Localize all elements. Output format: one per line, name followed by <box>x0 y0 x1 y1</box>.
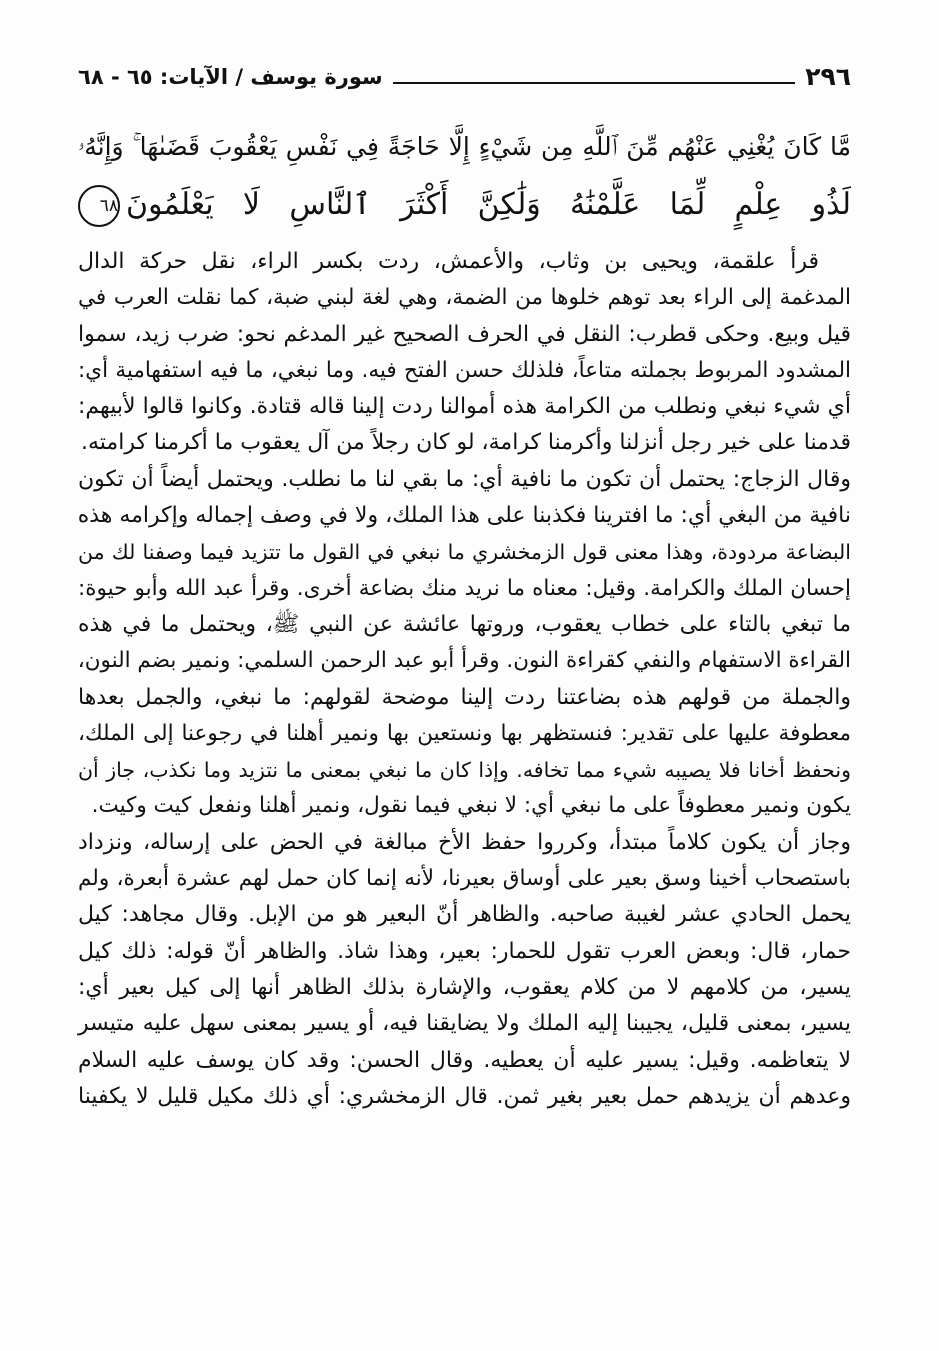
text-line: وعدهم أن يزيدهم حمل بعير بغير ثمن. قال الزمخشري: أي ذلك مكيل قليل لا يكفينا <box>78 1083 851 1109</box>
text-line: ونحفظ أخانا فلا يصيبه شيء مما تخافه. وإذا كان ما نبغي بمعنى ما نتزيد وما نكذب، جاز أن <box>78 758 851 783</box>
text-line: باستصحاب أخينا وسق بعير على أوساق بعيرنا، لأنه إنما كان حمل لهم عشرة أبعرة، ولم <box>78 866 851 892</box>
text-line: لا يتعاظمه. وقيل: يسير عليه أن يعطيه. وقال الحسن: وقد كان يوسف عليه السلام <box>78 1047 851 1073</box>
page-header <box>78 60 851 92</box>
text-line: يكون ونمير معطوفاً على ما نبغي أي: لا نبغي فيما نقول، ونمير أهلنا ونفعل كيت وكيت. <box>91 793 851 819</box>
text-line: المشدود المربوط بجملته متاعاً، فلذلك حسن الفتح فيه. وما نبغي، ما فيه استفهامية أي: <box>78 357 851 383</box>
page-number: ٢٩٦ <box>805 62 851 91</box>
text-line: القراءة الاستفهام والنفي كقراءة النون. وقرأ أبو عبد الرحمن السلمي: ونمير بضم النون، <box>77 648 851 674</box>
text-line: والجملة من قولهم هذه بضاعتنا ردت إلينا موضحة لقولهم: ما نبغي، والجمل بعدها <box>78 684 851 710</box>
quran-line-2-text: لَذُو عِلْمٍ لِّمَا عَلَّمْنَٰهُ وَلَٰكِنَّ أَكْثَرَ ٱلنَّاسِ لَا يَعْلَمُونَ <box>126 187 851 222</box>
quran-line-2 <box>78 176 851 234</box>
text-line: يسير، بمعنى قليل، يجيبنا إليه الملك ولا يضايقنا فيه، أو يسير بمعنى سهل عليه متيسر <box>78 1011 851 1037</box>
commentary-text <box>78 244 851 1115</box>
text-line: وقال الزجاج: يحتمل أن تكون ما نافية أي: ما بقي لنا ما نطلب. ويحتمل أيضاً أن تكون <box>78 466 851 492</box>
quran-line-1: مَّا كَانَ يُغْنِي عَنْهُم مِّنَ ٱللَّهِ مِن شَيْءٍ إِلَّا حَاجَةً فِي نَفْسِ يَعْقُوبَ قَضَىٰهَا ۚ وَإِنَّهُۥ <box>78 132 851 161</box>
text-line: أي شيء نبغي ونطلب من الكرامة هذه أموالنا ردت إلينا قاله قتادة. وكانوا قالوا لأبيهم: <box>78 394 851 420</box>
text-line: وجاز أن يكون كلاماً مبتدأ، وكرروا حفظ الأخ مبالغة في الحض على إرساله، ونزداد <box>78 829 851 855</box>
text-line: ما تبغي بالتاء على خطاب يعقوب، وروتها عائشة عن النبي ﷺ، ويحتمل ما في هذه <box>78 611 851 637</box>
text-line: قيل وبيع. وحكى قطرب: النقل في الحرف الصحيح غير المدغم نحو: ضرب زيد، سموا <box>78 321 851 347</box>
text-line: نافية من البغي أي: ما افترينا فكذبنا على هذا الملك، ولا في وصف إجماله وإكرامه هذه <box>77 503 851 529</box>
text-line: المدغمة إلى الراء بعد توهم خلوها من الضمة، وهي لغة لبني ضبة، كما نقلت العرب في <box>78 285 851 311</box>
quran-verse <box>78 118 851 234</box>
surah-title: سورة يوسف / الآيات: ٦٥ - ٦٨ <box>78 65 383 89</box>
header-rule <box>393 82 796 84</box>
text-line: إحسان الملك والكرامة. وقيل: معناه ما نريد منك بضاعة أخرى. وقرأ عبد الله وأبو حيوة: <box>78 575 851 601</box>
text-line: معطوفة عليها على تقدير: فنستظهر بها ونستعين بها ونمير أهلنا في رجوعنا إلى الملك، <box>78 720 851 746</box>
text-line: قرأ علقمة، ويحيى بن وثاب، والأعمش، ردت بكسر الراء، نقل حركة الدال <box>78 249 819 274</box>
text-line: حمار، قال: وبعض العرب تقول للحمار: بعير، وهذا شاذ. والظاهر أنّ قوله: ذلك كيل <box>78 938 851 964</box>
ayah-number-badge: ٦٨ <box>78 185 120 227</box>
text-line: يحمل الحادي عشر لغيبة صاحبه. والظاهر أنّ البعير هو من الإبل. وقال مجاهد: كيل <box>78 902 851 928</box>
text-line: البضاعة مردودة، وهذا معنى قول الزمخشري ما نبغي في القول ما تتزيد فيما وصفنا لك من <box>78 540 851 565</box>
text-line: قدمنا على خير رجل أنزلنا وأكرمنا كرامة، لو كان رجلاً من آل يعقوب ما أكرمنا كرامته. <box>81 430 851 456</box>
text-line: يسير، من كلامهم لا من كلام يعقوب، والإشارة بذلك الظاهر أنها إلى كيل بعير أي: <box>78 974 851 1000</box>
